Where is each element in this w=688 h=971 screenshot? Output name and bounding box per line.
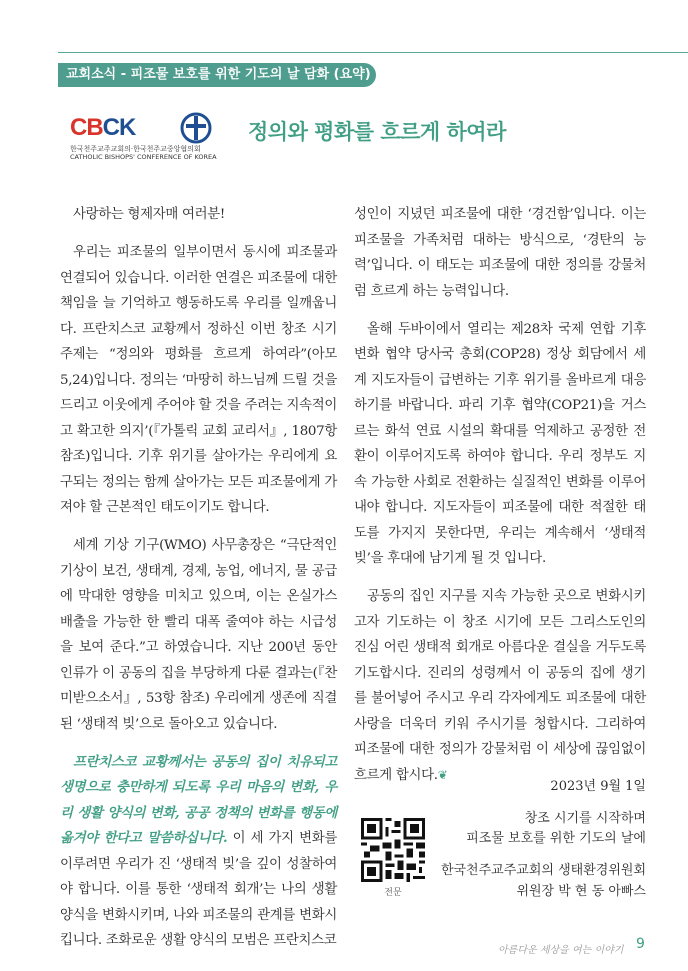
sign-line-committee: 한국천주교주교회의 생태환경위원회	[440, 863, 646, 878]
top-rule	[58, 52, 688, 53]
left-column	[60, 202, 337, 966]
sign-line-chairman: 위원장 박 현 동 아빠스	[516, 884, 646, 899]
cbck-logo	[70, 112, 217, 162]
cbck-subtitle-english: CATHOLIC BISHOPS' CONFERENCE OF KOREA	[70, 153, 217, 161]
page-number: 9	[636, 936, 645, 952]
continued-paragraph: 성인이 지녔던 피조물에 대한 ‘경건함’입니다. 이는 피조물을 가족처럼 대하는 방식으로, ‘경탄의 능력’입니다. 이 태도는 피조물에 대한 정의를 강물처럼 흐르게 하는 능력입니다.	[354, 207, 646, 299]
closing-paragraph	[354, 584, 646, 788]
leaf-icon: ❦	[437, 767, 448, 782]
cbck-cross-icon	[180, 112, 212, 144]
sign-line-day: 피조물 보호를 위한 기도의 날에	[466, 831, 646, 846]
qr-code-icon[interactable]	[361, 818, 425, 882]
section-label: 교회소식 - 피조물 보호를 위한 기도의 날 담화 (요약)	[66, 67, 371, 82]
cbck-wordmark-left: CB	[70, 114, 103, 141]
greeting-paragraph: 사랑하는 형제자매 여러분!	[73, 207, 225, 222]
article-title: 정의와 평화를 흐르게 하여라	[248, 120, 506, 144]
sign-line-occasion: 창조 시기를 시작하며	[524, 811, 646, 826]
emphasis-tail-text: 이 세 가지 변화를 이루려면 우리가 진 ‘생태적 빚’을 깊이 성찰하여야 합니다. 이를 통한 ‘생태적 회개’는 나의 생활 양식을 변화시키며, 나와 피조물의 관계를 변화시킵니다. 조화로운 생활 양식의 모범은 프란치스코	[60, 831, 337, 948]
emphasis-text: 프란치스코 교황께서는 공동의 집이 치유되고 생명으로 충만하게 되도록 우리 마음의 변화, 우리 생활 양식의 변화, 공공 정책의 변화를 행동에 옮겨야 한다고 말씀하십니다.	[60, 753, 337, 846]
body-paragraph: 올해 두바이에서 열리는 제28차 국제 연합 기후 변화 협약 당사국 총회(COP28) 정상 회담에서 세계 지도자들이 급변하는 기후 위기를 올바르게 대응하기를 바랍니다. 파리 기후 협약(COP21)을 거스르는 화석 연료 시설의 확대를 억제하고 공정한 전환이 이루어지도록 하여야 합니다. 우리 정부도 지속 가능한 사회로 전환하는 실질적인 변화를 이루어내야 합니다. 지도자들이 피조물에 대한 적절한 태도를 가지지 못한다면, 우리는 계속해서 ‘생태적 빚’을 후대에 남기게 될 것 입니다.	[354, 321, 646, 566]
body-paragraph: 세계 기상 기구(WMO) 사무총장은 “극단적인 기상이 보건, 생태계, 경제, 농업, 에너지, 물 공급에 막대한 영향을 미치고 있으며, 이는 온실가스 배출을 가능한 한 빨리 대폭 줄여야 하는 시급성을 보여 준다.”고 하였습니다. 지난 200년 동안 인류가 이 공동의 집을 부당하게 다룬 결과는(『찬미받으소서』, 53항 참조) 우리에게 생존에 직결된 ‘생태적 빚’으로 돌아오고 있습니다.	[60, 538, 337, 732]
body-paragraph: 우리는 피조물의 일부이면서 동시에 피조물과 연결되어 있습니다. 이러한 연결은 피조물에 대한 책임을 늘 기억하고 행동하도록 우리를 일깨웁니다. 프란치스코 교황께서 정하신 이번 창조 시기 주제는 “정의와 평화를 흐르게 하여라”(아모 5,24)입니다. 정의는 ‘마땅히 하느님께 드릴 것을 드리고 이웃에게 주어야 할 것을 주려는 지속적이고 확고한 의지’(『가톨릭 교회 교리서』, 1807항 참조)입니다. 기후 위기를 살아가는 우리에게 요구되는 정의는 함께 살아가는 모든 피조물에게 가져야 할 근본적인 태도이기도 합니다.	[60, 245, 337, 515]
cbck-wordmark	[70, 114, 135, 142]
letter-date: 2023년 9월 1일	[550, 779, 646, 794]
cbck-wordmark-right: CK	[102, 114, 136, 141]
right-column	[354, 202, 646, 801]
closing-text: 공동의 집인 지구를 지속 가능한 곳으로 변화시키고자 기도하는 이 창조 시기에 모든 그리스도인의 진심 어린 생태적 회개로 아름다운 결실을 거두도록 기도합시다. 진리의 성령께서 이 공동의 집에 생기를 불어넣어 주시고 우리 각자에게도 피조물에 대한 사랑을 더욱더 키워 주시기를 청합시다. 그리하여 피조물에 대한 정의가 강물처럼 이 세상에 끊임없이 흐르게 합시다.	[354, 589, 646, 783]
magazine-name: 아름다운 세상을 여는 이야기	[498, 945, 624, 956]
emphasis-paragraph	[60, 750, 337, 954]
cbck-subtitle-korean: 한국천주교주교회의·한국천주교중앙협의회	[70, 145, 201, 153]
qr-label: 전문	[384, 888, 402, 898]
